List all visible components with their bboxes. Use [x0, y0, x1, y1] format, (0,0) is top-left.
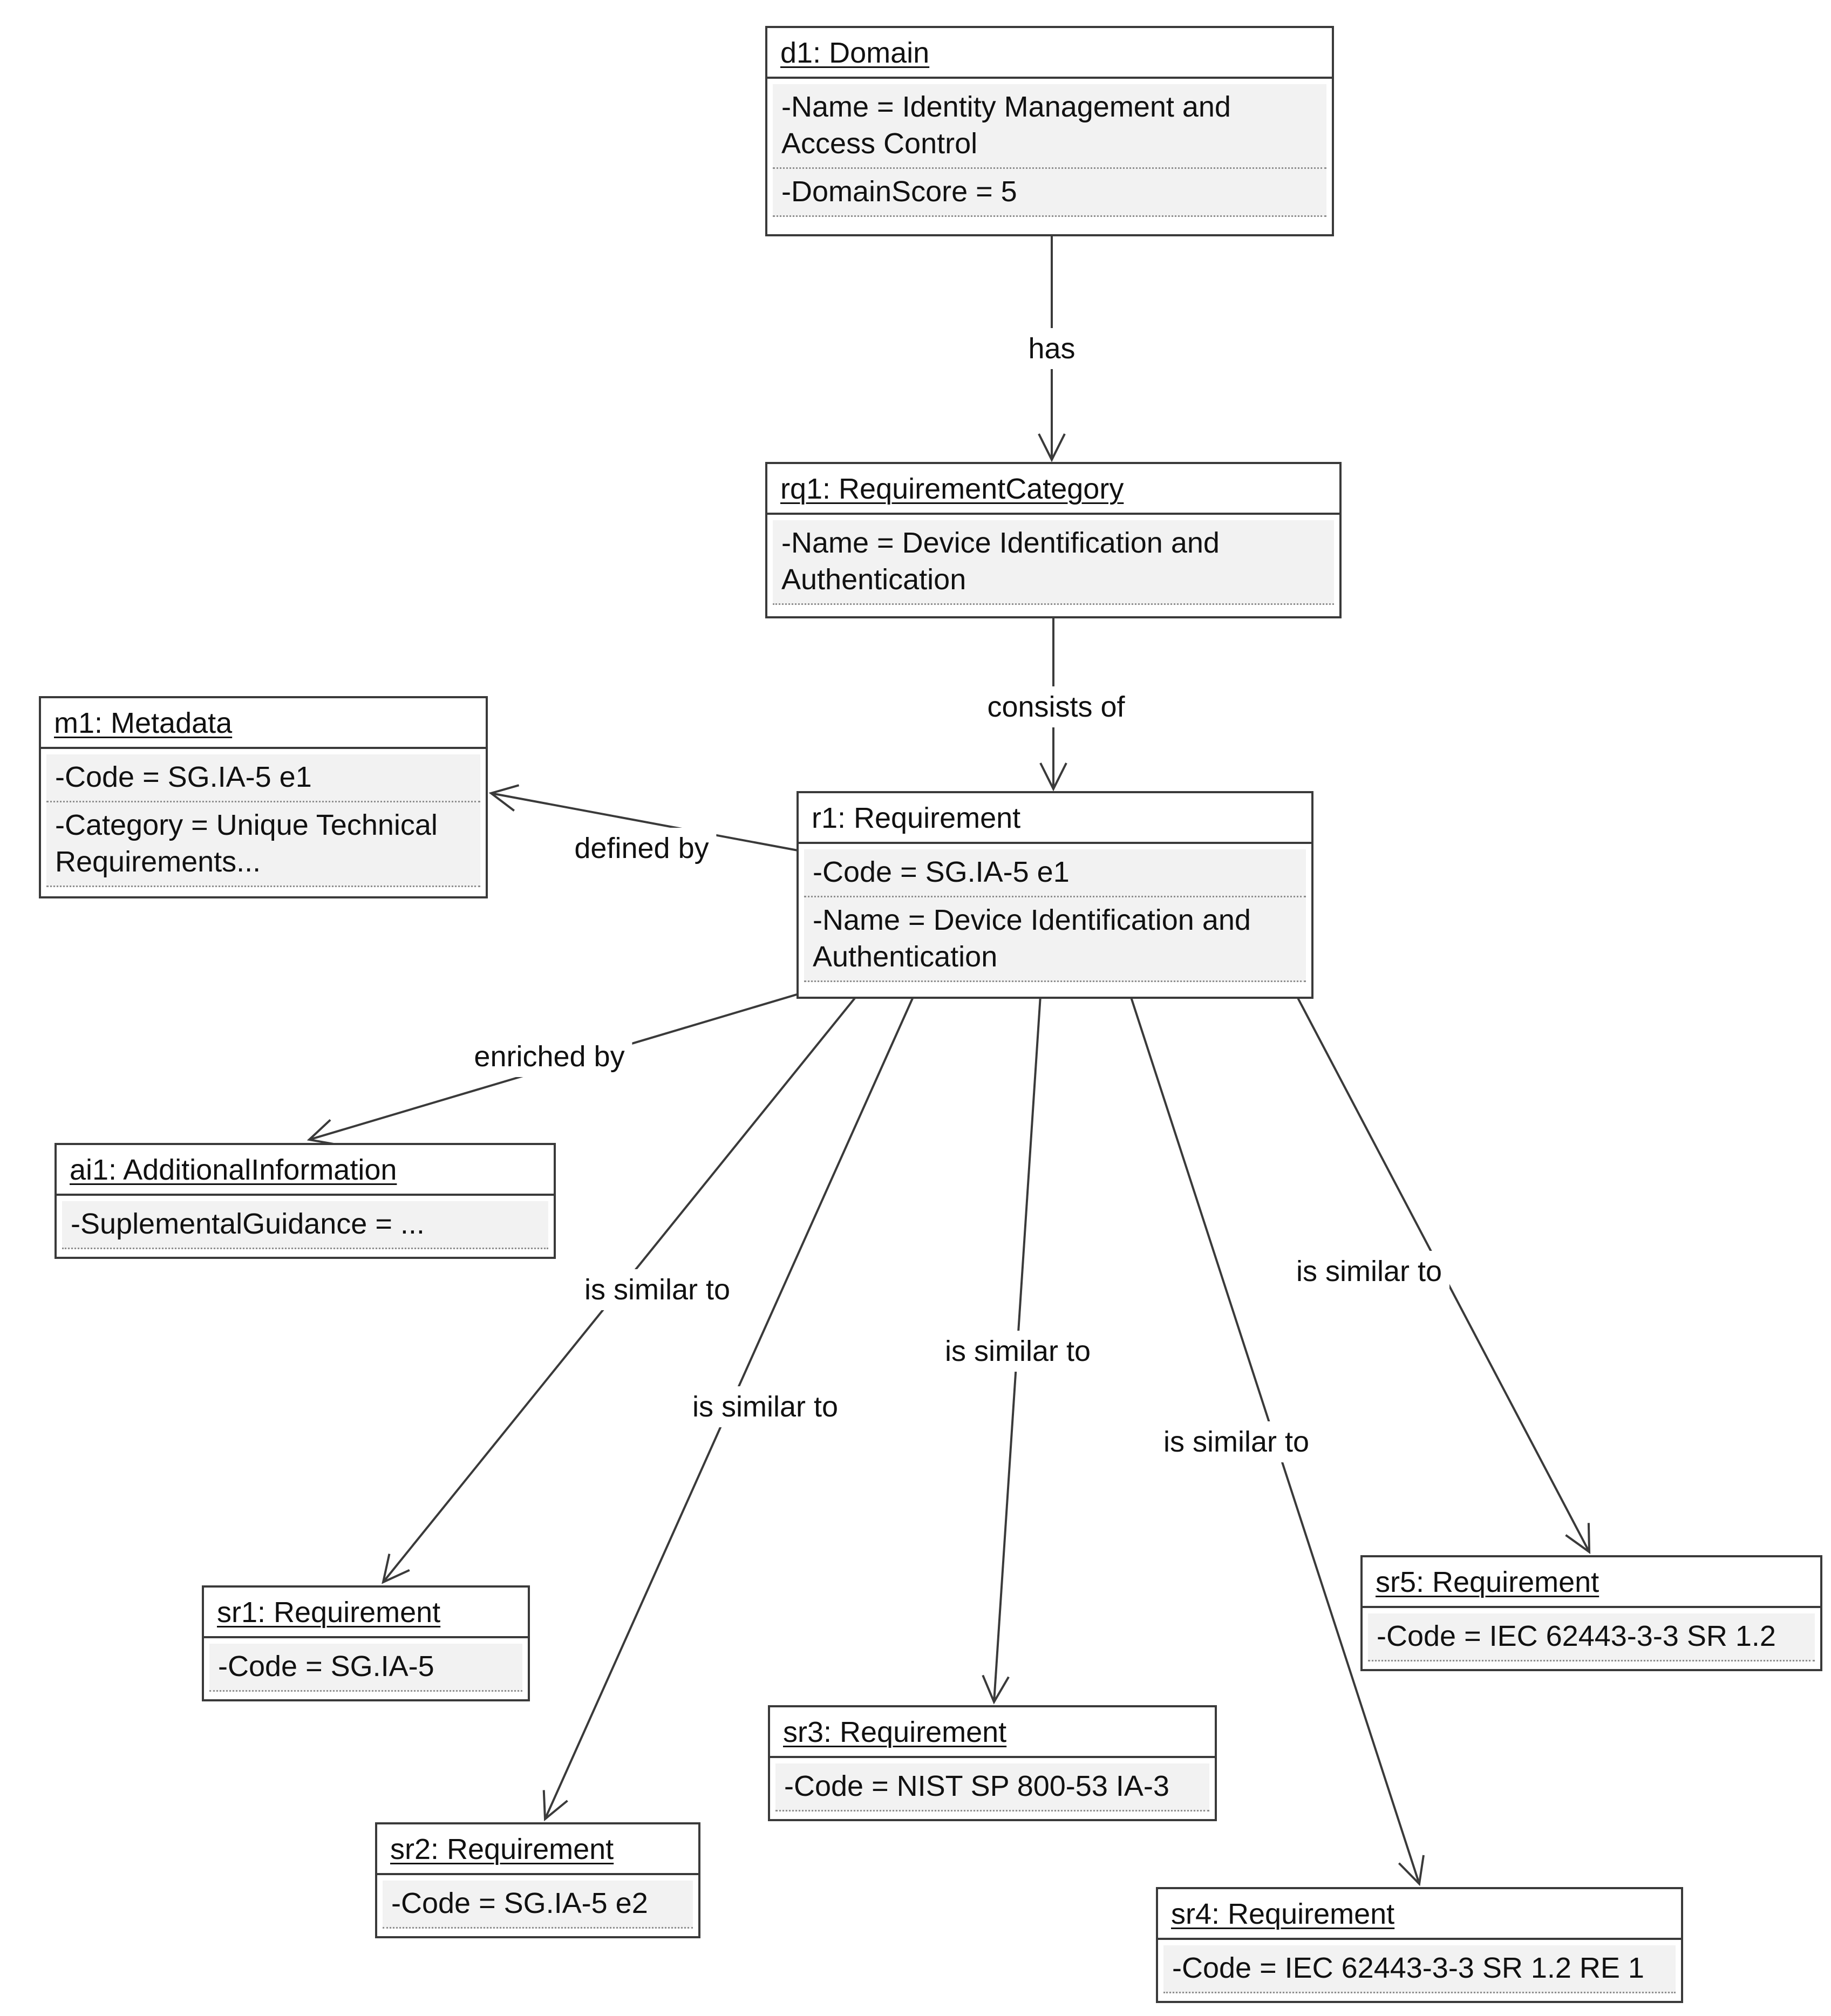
- attr-row: -Code = NIST SP 800-53 IA-3: [775, 1763, 1209, 1811]
- attr-row: -DomainScore = 5: [773, 169, 1326, 217]
- edge-label-similar-2: is similar to: [685, 1386, 846, 1427]
- edge-label-consists-of: consists of: [979, 686, 1132, 727]
- node-title: sr1: Requirement: [204, 1588, 528, 1638]
- edge-label-similar-3: is similar to: [937, 1331, 1098, 1372]
- node-attrs: [767, 79, 1332, 224]
- node-title: ai1: AdditionalInformation: [57, 1145, 554, 1196]
- attr-row: -Code = SG.IA-5 e2: [383, 1881, 693, 1929]
- node-attrs: [57, 1196, 554, 1257]
- edge-label-similar-1: is similar to: [577, 1269, 738, 1310]
- node-sr5-requirement: [1360, 1555, 1822, 1671]
- node-sr4-requirement: [1156, 1887, 1683, 2003]
- node-title: d1: Domain: [767, 28, 1332, 79]
- edge-label-similar-4: is similar to: [1156, 1421, 1317, 1462]
- attr-row: -Code = SG.IA-5 e1: [46, 754, 480, 802]
- attr-row: -Name = Device Identification and Authentication: [804, 897, 1306, 982]
- node-title: m1: Metadata: [41, 698, 486, 749]
- node-title: sr2: Requirement: [377, 1824, 698, 1875]
- node-attrs: [1363, 1608, 1820, 1669]
- edge-label-enriched-by: enriched by: [466, 1036, 632, 1077]
- node-attrs: [799, 844, 1311, 990]
- edge-label-has: has: [1020, 328, 1083, 369]
- node-sr3-requirement: [768, 1705, 1217, 1821]
- edge-label-defined-by: defined by: [567, 828, 716, 869]
- attr-row: -Name = Identity Management and Access Control: [773, 84, 1326, 169]
- node-d1-domain: [765, 26, 1334, 236]
- node-title: rq1: RequirementCategory: [767, 464, 1339, 515]
- edge-label-similar-5: is similar to: [1289, 1251, 1449, 1292]
- node-sr1-requirement: [202, 1585, 530, 1701]
- node-title: sr5: Requirement: [1363, 1557, 1820, 1608]
- attr-row: -Code = IEC 62443-3-3 SR 1.2: [1368, 1613, 1815, 1661]
- node-attrs: [770, 1758, 1215, 1819]
- attr-row: -Code = SG.IA-5 e1: [804, 849, 1306, 897]
- node-attrs: [377, 1875, 698, 1936]
- node-r1-requirement: [797, 791, 1313, 999]
- node-attrs: [767, 515, 1339, 612]
- node-attrs: [41, 749, 486, 895]
- node-title: r1: Requirement: [799, 793, 1311, 844]
- attr-row: -Name = Device Identification and Authentication: [773, 520, 1334, 605]
- node-attrs: [1158, 1940, 1681, 2001]
- node-attrs: [204, 1638, 528, 1699]
- node-title: sr3: Requirement: [770, 1707, 1215, 1758]
- attr-row: -Category = Unique Technical Requirements...: [46, 802, 480, 887]
- attr-row: -Code = SG.IA-5: [209, 1644, 522, 1692]
- node-ai1-additional-information: [55, 1143, 556, 1259]
- node-rq1-requirement-category: [765, 462, 1342, 618]
- node-title: sr4: Requirement: [1158, 1889, 1681, 1940]
- attr-row: -Code = IEC 62443-3-3 SR 1.2 RE 1: [1163, 1945, 1676, 1993]
- node-m1-metadata: [39, 696, 488, 898]
- attr-row: -SuplementalGuidance = ...: [62, 1201, 548, 1249]
- node-sr2-requirement: [375, 1822, 700, 1938]
